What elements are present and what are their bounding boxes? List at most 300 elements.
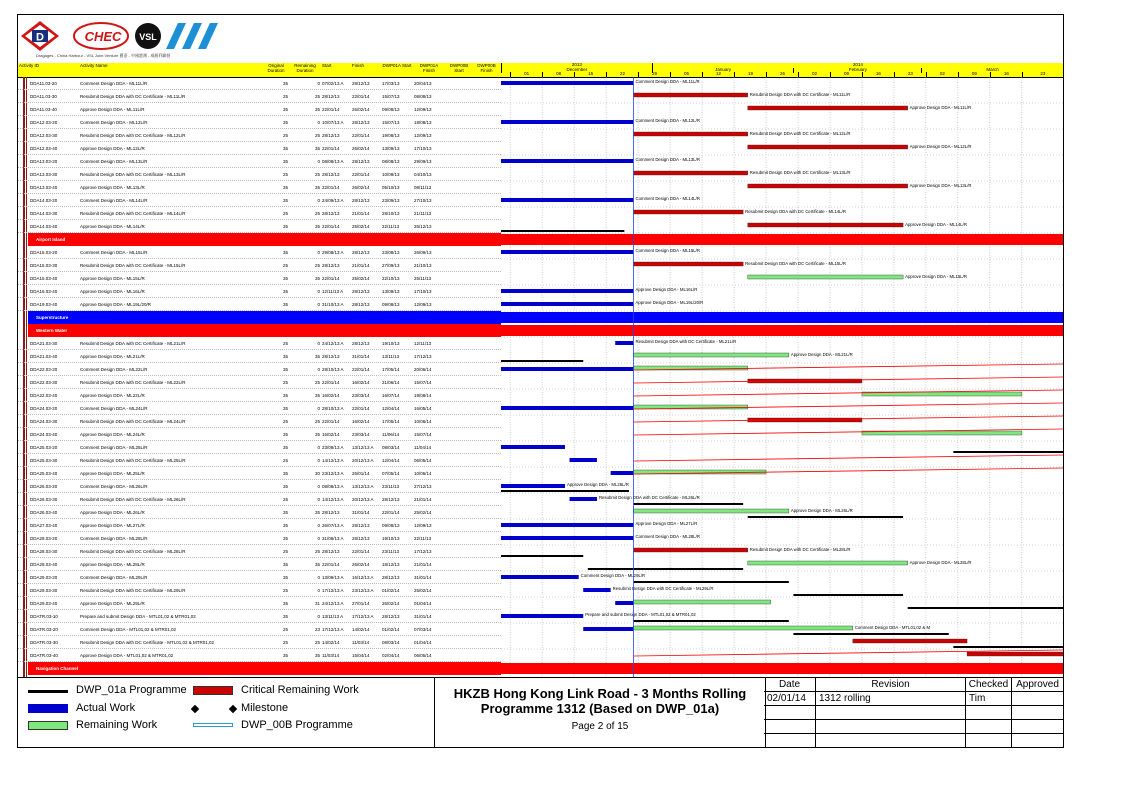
cell-f1: 27/10/13 [414, 198, 432, 203]
cell-od: 25 [282, 380, 288, 385]
rev-checked: Tim [966, 692, 1012, 706]
timeline-week: 26 [766, 72, 798, 77]
cell-f1: 31/01/14 [414, 575, 432, 580]
cell-finish: 28/12/13 [352, 341, 370, 346]
table-row[interactable] [18, 597, 501, 610]
cell-f1: 10/06/14 [414, 419, 432, 424]
col-finish[interactable]: Finish [352, 63, 365, 68]
cell-name: Resubmit Design DDA with DC Certificate - ML14L/R [80, 211, 186, 216]
rev-empty [816, 706, 966, 720]
cell-start: 12/11/13 A [322, 289, 344, 294]
cell-start: 07/02/13 A [322, 81, 344, 86]
cell-id: DDA26.03-30 [30, 497, 58, 502]
remaining-bar [748, 106, 908, 110]
cell-finish: 28/12/13 [352, 198, 370, 203]
bar-label: Comment Design DDA - ML12L/R [635, 118, 700, 123]
cell-id: DDA24.03-40 [30, 432, 58, 437]
milestone-icon [229, 705, 237, 713]
cell-od: 35 [282, 536, 288, 541]
cell-s1: 13/11/13 [382, 354, 400, 359]
cell-s1: 28/12/13 [382, 575, 400, 580]
table-row[interactable] [18, 389, 501, 402]
cell-name: Approve Design DDA - ML26L/R [80, 510, 145, 515]
cell-id: DDA11.03-40 [30, 107, 57, 112]
cell-finish: 31/01/14 [352, 510, 370, 515]
wbs-band[interactable]: Navigation Channel [28, 662, 501, 675]
cell-start: 22/01/14 [322, 276, 340, 281]
rev-empty [1012, 720, 1063, 734]
bar-label: Approve Design DDA - ML28L/R [909, 560, 972, 565]
dragages-logo-text: D [36, 31, 44, 44]
cell-finish: 22/01/14 [352, 367, 370, 372]
cell-name: Comment Design DDA - ML24L/R [80, 406, 148, 411]
cell-rd: 35 [314, 146, 320, 151]
cell-finish: 26/01/14 [352, 471, 370, 476]
joint-venture-subtitle: Dragages - China Harbour - VSL Joint Venture 寶嘉 - 中國港灣 - 威勝利聯營 [36, 53, 171, 58]
schedule-sheet [17, 14, 1064, 748]
page-number: Page 2 of 15 [571, 721, 629, 732]
remaining-bar [634, 548, 748, 552]
bar-label: Resubmit Design DDA with DC Certificate - ML29L/R [612, 586, 714, 591]
remaining-bar [853, 639, 967, 643]
cell-finish: 28/12/13 [352, 536, 370, 541]
table-row[interactable] [18, 142, 501, 155]
cell-od: 35 [282, 393, 288, 398]
cell-rd: 35 [314, 224, 320, 229]
table-row[interactable] [18, 584, 501, 597]
cell-rd: 0 [317, 588, 320, 593]
table-row[interactable] [18, 558, 501, 571]
cell-name: Approve Design DDA - ML21L/R [80, 354, 145, 359]
cell-start: 29/08/13 A [322, 250, 344, 255]
col-activity-name[interactable]: Activity Name [80, 63, 108, 68]
legend-swatch-remaining [28, 721, 68, 730]
cell-name: Approve Design DDA - ML19L/20/R [80, 302, 152, 307]
cell-f1: 20/04/13 [414, 81, 432, 86]
baseline-bar [748, 516, 903, 518]
legend-critical: Critical Remaining Work [241, 684, 359, 696]
baseline-bar [634, 581, 789, 583]
page-header [18, 15, 1063, 64]
cell-f1: 11/04/14 [414, 445, 432, 450]
rev-empty [966, 720, 1012, 734]
cell-s1: 22/10/13 [382, 276, 400, 281]
chec-logo [73, 21, 129, 51]
cell-s1: 05/10/13 [382, 185, 400, 190]
table-row[interactable] [18, 298, 501, 311]
cell-finish: 21/01/14 [352, 211, 370, 216]
wbs-band[interactable]: Western Water [28, 324, 501, 337]
bar-label: Approve Design DDA - ML14L/R [905, 222, 967, 227]
rev-approved [1012, 692, 1063, 706]
summary-bar [501, 312, 1063, 323]
cell-finish: 15/04/14 [352, 653, 370, 658]
cell-id: DDA25.03-40 [30, 471, 58, 476]
table-row[interactable] [18, 246, 501, 259]
cell-start: 14/12/13 A [322, 497, 344, 502]
baseline-bar [501, 360, 583, 362]
cell-f1: 06/05/14 [414, 458, 432, 463]
remaining-bar [634, 626, 853, 630]
cell-rd: 35 [314, 510, 320, 515]
table-row[interactable] [18, 636, 501, 649]
cell-finish: 28/12/13 [352, 523, 370, 528]
cell-finish: 17/12/13 A [352, 614, 374, 619]
cell-id: DDATR.03-20 [30, 627, 58, 632]
table-row[interactable] [18, 259, 501, 272]
cell-finish: 23/12/13 A [352, 588, 374, 593]
cell-rd: 0 [317, 484, 320, 489]
table-row[interactable] [18, 402, 501, 415]
cell-name: Approve Design DDA - ML13L/R [80, 185, 145, 190]
legend-swatch-dwp01a [28, 690, 68, 693]
bar-label: Prepare and submit Design DDA - MTL01,02 & MTR01,02 [585, 612, 696, 617]
table-row[interactable] [18, 532, 501, 545]
bar-label: Comment Design DDA - ML11L/R [635, 79, 700, 84]
cell-id: DDA29.03-20 [30, 575, 58, 580]
bar-label: Approve Design DDA - ML15L/R [905, 274, 967, 279]
cell-s1: 26/02/14 [382, 601, 400, 606]
cell-f1: 26/12/13 [414, 224, 432, 229]
legend-swatch-dwp00b [193, 723, 233, 727]
bar-label: Resubmit Design DDA with DC Certificate - ML12L/R [749, 131, 851, 136]
cell-start: 31/10/13 A [322, 302, 344, 307]
cell-od: 35 [282, 354, 288, 359]
rev-date: 02/01/14 [764, 692, 816, 706]
col-dwp01a-finish[interactable]: DWP01A Finish [419, 63, 439, 73]
wbs-band[interactable]: Superstructure [28, 311, 501, 324]
cell-start: 23/08/13 A [322, 445, 344, 450]
cell-s1: 08/03/14 [382, 640, 400, 645]
cell-finish: 22/01/14 [352, 549, 370, 554]
cell-f1: 25/02/14 [414, 510, 432, 515]
cell-start: 08/08/13 A [322, 484, 344, 489]
table-row[interactable] [18, 545, 501, 558]
wbs-band[interactable]: Airport Island [28, 233, 501, 246]
cell-s1: 22/01/14 [382, 510, 400, 515]
cell-start: 13/09/13 A [322, 575, 344, 580]
table-row[interactable] [18, 493, 501, 506]
cell-rd: 0 [317, 302, 320, 307]
bar-label: Approve Design DDA - ML27L/R [635, 521, 698, 526]
cell-s1: 02/04/14 [382, 653, 400, 658]
cell-s1: 27/09/13 [382, 263, 400, 268]
table-row[interactable] [18, 376, 501, 389]
cell-f1: 21/01/14 [414, 562, 432, 567]
cell-s1: 11/06/14 [382, 432, 400, 437]
gantt-grid [18, 63, 1063, 677]
cell-od: 25 [282, 341, 288, 346]
legend-dwp01a: DWP_01a Programme [76, 684, 187, 696]
cell-rd: 25 [314, 172, 320, 177]
cell-s1: 23/09/13 [382, 198, 400, 203]
cell-rd: 0 [317, 536, 320, 541]
col-original-duration[interactable]: Original Duration [267, 63, 285, 73]
cell-f1: 12/11/13 [414, 341, 432, 346]
cell-s1: 15/07/13 [382, 120, 400, 125]
table-row[interactable] [18, 610, 501, 623]
table-row[interactable] [18, 181, 501, 194]
cell-od: 35 [282, 289, 288, 294]
cell-rd: 25 [314, 133, 320, 138]
cell-id: DDA25.03-30 [30, 458, 58, 463]
actual-bar [501, 575, 579, 579]
cell-start: 16/02/14 [322, 393, 340, 398]
table-row[interactable] [18, 350, 501, 363]
remaining-bar [634, 509, 789, 513]
cell-name: Approve Design DDA - ML29L/R [80, 601, 145, 606]
cell-finish: 26/02/14 [352, 146, 370, 151]
bar-label: Resubmit Design DDA with DC Certificate - ML28L/R [749, 547, 851, 552]
cell-s1: 13/09/13 [382, 289, 400, 294]
actual-bar [501, 198, 634, 202]
baseline-bar [793, 594, 903, 596]
col-dwp00b-finish[interactable]: DWP00B Finish [477, 63, 496, 73]
table-row[interactable] [18, 649, 501, 662]
table-row[interactable] [18, 207, 501, 220]
cell-od: 35 [282, 575, 288, 580]
cell-rd: 25 [314, 419, 320, 424]
rev-empty [816, 734, 966, 748]
cell-name: Resubmit Design DDA with DC Certificate - ML22L/R [80, 380, 186, 385]
cell-od: 35 [282, 510, 288, 515]
bar-label: Comment Design DDA - ML15L/R [635, 248, 700, 253]
cell-id: DDA14.03-20 [30, 198, 58, 203]
rev-empty [966, 706, 1012, 720]
cell-id: DDA14.03-30 [30, 211, 58, 216]
cell-od: 25 [282, 263, 288, 268]
cell-s1: 19/08/13 [382, 133, 400, 138]
actual-bar [615, 601, 633, 605]
baseline-bar [501, 230, 624, 232]
cell-finish: 27/01/14 [352, 601, 370, 606]
cell-s1: 09/08/13 [382, 523, 400, 528]
cell-rd: 25 [314, 263, 320, 268]
cell-rd: 0 [317, 289, 320, 294]
cell-id: DDA22.03-30 [30, 380, 58, 385]
cell-id: DDA21.03-30 [30, 341, 58, 346]
col-remaining-duration[interactable]: Remaining Duration [294, 63, 316, 73]
cell-name: Approve Design DDA - ML28L/R [80, 562, 145, 567]
table-row[interactable] [18, 480, 501, 493]
table-row[interactable] [18, 155, 501, 168]
cell-f1: 21/01/14 [414, 497, 432, 502]
timeline-week: 23 [1022, 72, 1063, 77]
cell-f1: 08/08/13 [414, 94, 432, 99]
cell-od: 35 [282, 146, 288, 151]
cell-name: Approve Design DDA - ML25L/R [80, 471, 145, 476]
timeline-week: 23 [894, 72, 926, 77]
actual-bar [501, 159, 634, 163]
cell-s1: 23/11/13 [382, 549, 400, 554]
col-activity-id[interactable]: Activity ID [19, 63, 40, 68]
actual-bar [501, 445, 565, 449]
table-row[interactable] [18, 194, 501, 207]
cell-name: Approve Design DDA - ML15L/R [80, 276, 145, 281]
cell-start: 28/12/13 [322, 172, 340, 177]
remaining-bar [748, 184, 908, 188]
cell-id: DDA24.03-20 [30, 406, 58, 411]
cell-start: 17/12/13 A [322, 588, 344, 593]
cell-s1: 08/08/13 [382, 159, 400, 164]
cell-finish: 26/02/14 [352, 107, 370, 112]
cell-start: 24/12/13 A [322, 341, 344, 346]
cell-start: 26/07/13 A [322, 523, 344, 528]
cell-id: DDA14.03-40 [30, 224, 58, 229]
table-row[interactable] [18, 168, 501, 181]
cell-start: 22/01/14 [322, 380, 340, 385]
bar-label: Approve Design DDA - ML26L/R [566, 482, 629, 487]
table-row[interactable] [18, 90, 501, 103]
rev-header-date: Date [764, 678, 816, 692]
legend-swatch-actual [28, 704, 68, 713]
cell-name: Approve Design DDA - ML22L/R [80, 393, 145, 398]
cell-finish: 11/03/14 [352, 640, 370, 645]
cell-start: 31/08/13 A [322, 536, 344, 541]
cell-finish: 28/12/13 [352, 250, 370, 255]
cell-finish: 25/02/14 [352, 276, 370, 281]
table-row[interactable] [18, 116, 501, 129]
cell-name: Resubmit Design DDA with DC Certificate - ML12L/R [80, 133, 186, 138]
cell-finish: 28/12/13 [352, 81, 370, 86]
cell-od: 35 [282, 614, 288, 619]
cell-id: DDA15.03-20 [30, 250, 58, 255]
table-row[interactable] [18, 272, 501, 285]
table-row[interactable] [18, 623, 501, 636]
table-row[interactable] [18, 441, 501, 454]
cell-s1: 18/12/13 [382, 562, 400, 567]
cell-finish: 22/01/14 [352, 172, 370, 177]
cell-name: Resubmit Design DDA with DC Certificate - ML28L/R [80, 549, 186, 554]
cell-s1: 15/07/13 [382, 94, 400, 99]
table-row[interactable] [18, 129, 501, 142]
cell-id: DDA28.03-40 [30, 562, 58, 567]
table-row[interactable] [18, 454, 501, 467]
table-row[interactable] [18, 506, 501, 519]
summary-bar [501, 663, 1063, 674]
table-row[interactable] [18, 415, 501, 428]
cell-id: DDATR.03-10 [30, 614, 58, 619]
cell-s1: 21/06/14 [382, 380, 400, 385]
bar-label: Resubmit Design DDA with DC Certificate - ML26L/R [598, 495, 700, 500]
cell-start: 10/07/13 A [322, 120, 344, 125]
cell-finish: 13/12/13 A [352, 445, 374, 450]
cell-rd: 35 [314, 107, 320, 112]
cell-s1: 01/02/14 [382, 588, 400, 593]
cell-f1: 17/10/13 [414, 146, 432, 151]
bar-label: Comment Design DDA - ML13L/R [635, 157, 700, 162]
cell-finish: 22/01/14 [352, 406, 370, 411]
cell-od: 35 [282, 224, 288, 229]
cell-s1: 16/07/14 [382, 393, 400, 398]
cell-od: 35 [282, 198, 288, 203]
legend-remaining: Remaining Work [76, 719, 158, 731]
milestone-icon [191, 705, 199, 713]
cell-f1: 27/12/13 [414, 484, 432, 489]
cell-s1: 28/12/13 [382, 614, 400, 619]
timeline-week: 01 [510, 72, 542, 77]
cell-s1: 19/10/13 [382, 536, 400, 541]
cell-name: Approve Design DDA - MTL01,02 & MTR01,02 [80, 653, 174, 658]
cell-s1: 13/09/13 [382, 146, 400, 151]
cell-finish: 21/01/14 [352, 263, 370, 268]
timeline-week: 15 [574, 72, 606, 77]
cell-f1: 25/11/13 [414, 276, 432, 281]
cell-rd: 35 [314, 276, 320, 281]
actual-bar [583, 627, 633, 631]
cell-rd: 0 [317, 120, 320, 125]
cell-start: 22/01/14 [322, 146, 340, 151]
table-row[interactable] [18, 519, 501, 532]
rev-empty [764, 720, 816, 734]
table-row[interactable] [18, 220, 501, 233]
cell-id: DDA12.03-30 [30, 133, 58, 138]
cell-s1: 10/09/13 [382, 172, 400, 177]
gantt-chart [501, 77, 1063, 677]
cell-f1: 01/04/14 [414, 601, 432, 606]
remaining-bar [748, 561, 908, 565]
table-row[interactable] [18, 77, 501, 90]
table-row[interactable] [18, 363, 501, 376]
col-dwp00b-start[interactable]: DWP00B Start [449, 63, 469, 73]
cell-name: Approve Design DDA - ML16L/R [80, 289, 145, 294]
table-row[interactable] [18, 337, 501, 350]
cell-f1: 08/11/13 [414, 185, 432, 190]
table-row[interactable] [18, 103, 501, 116]
col-start[interactable]: Start [322, 63, 332, 68]
cell-f1: 06/05/14 [414, 653, 432, 658]
bar-label: Resubmit Design DDA with DC Certificate - ML15L/R [745, 261, 846, 266]
actual-bar [501, 484, 565, 488]
rev-empty [1012, 734, 1063, 748]
cell-rd: 25 [314, 211, 320, 216]
cell-id: DDA13.03-20 [30, 159, 58, 164]
cell-f1: 17/12/13 [414, 354, 432, 359]
cell-name: Resubmit Design DDA with DC Certificate - ML13L/R [80, 172, 186, 177]
cell-id: DDA16.03-40 [30, 289, 58, 294]
cell-s1: 17/05/14 [382, 419, 400, 424]
table-row[interactable] [18, 571, 501, 584]
cell-name: Resubmit Design DDA with DC Certificate - MTL01,02 & MTR01,02 [80, 640, 215, 645]
table-row[interactable] [18, 285, 501, 298]
table-row[interactable] [18, 467, 501, 480]
cell-finish: 23/03/14 [352, 393, 370, 398]
cell-s1: 28/10/13 [382, 211, 400, 216]
cell-name: Approve Design DDA - ML12L/R [80, 146, 145, 151]
cell-s1: 28/12/13 [382, 497, 400, 502]
cell-start: 23/12/13 A [322, 471, 344, 476]
rev-empty [816, 720, 966, 734]
cell-od: 35 [282, 107, 288, 112]
actual-bar [570, 497, 597, 501]
cell-id: DDA13.03-40 [30, 185, 58, 190]
cell-f1: 15/07/14 [414, 432, 432, 437]
cell-f1: 25/02/14 [414, 588, 432, 593]
cell-od: 25 [282, 640, 288, 645]
cell-finish: 25/02/14 [352, 224, 370, 229]
remaining-bar [748, 145, 908, 149]
table-row[interactable] [18, 428, 501, 441]
cell-od: 25 [282, 549, 288, 554]
cell-od: 25 [282, 627, 288, 632]
col-dwp01a-start[interactable]: DWP01A Start [382, 63, 412, 68]
summary-bar [501, 234, 1063, 245]
baseline-bar [953, 646, 1063, 648]
cell-f1: 21/10/13 [414, 263, 432, 268]
remaining-bar [748, 275, 903, 279]
actual-bar [501, 406, 634, 410]
cell-f1: 26/09/13 [414, 250, 432, 255]
